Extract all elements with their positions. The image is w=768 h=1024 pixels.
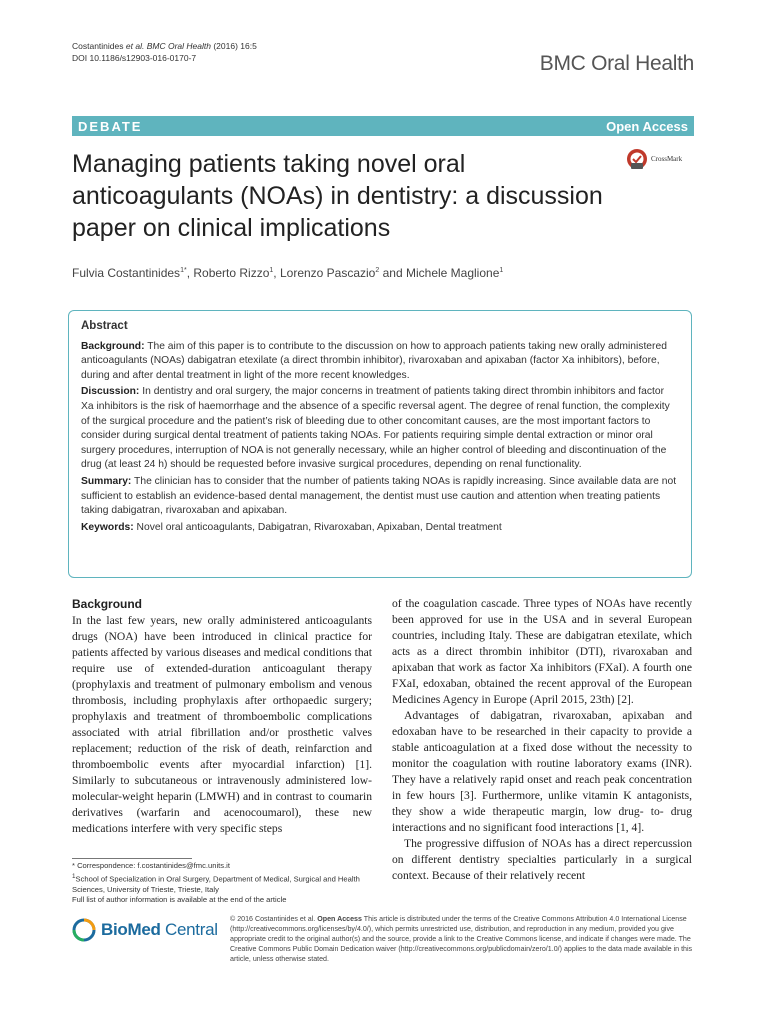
body-paragraph: Advantages of dabigatran, rivaroxaban, apixaban and edoxaban have to be researched in their capacity to provide a stable anticoagulation at a fixed dose without the necessity to monitor the coagulation with routine laboratory exams (INR). They have a relatively rapid onset and reach peak concentration in few hours [3]. Furthermore, unlike vitamin K antagonists, they show a wide therapeutic margin, low drug- to- drug interactions and no significant food interactions [1, 4]. (392, 709, 692, 834)
affiliation-note (72, 872, 372, 896)
abstract-summary (81, 475, 679, 519)
citation-line (72, 40, 257, 52)
footnote-divider (72, 858, 192, 859)
journal-name: BMC Oral Health (539, 52, 694, 75)
affiliation-number: 1 (72, 872, 76, 880)
abstract-discussion (81, 385, 679, 473)
affiliation-text: School of Specialization in Oral Surgery, Department of Medical, Surgical and Health Sciences, University of Trieste, Trieste, Italy (72, 874, 360, 894)
abstract-keywords-label: Keywords: (81, 521, 134, 533)
author-conjunction: and (382, 266, 403, 280)
abstract-discussion-label: Discussion: (81, 386, 140, 398)
abstract-keywords-text: Novel oral anticoagulants, Dabigatran, Rivaroxaban, Apixaban, Dental treatment (136, 521, 502, 533)
crossmark-icon (626, 148, 648, 170)
citation-block (72, 40, 257, 64)
doi[interactable]: DOI 10.1186/s12903-016-0170-7 (72, 53, 197, 63)
author-name[interactable]: Michele Maglione (405, 266, 500, 280)
body-column-right (392, 596, 692, 884)
abstract-background-label: Background: (81, 340, 145, 352)
body-paragraph: In the last few years, new orally administered anticoagulants drugs (NOA) have been introduced in clinical practice for patients affected by various diseases and medical conditions that require use of extended-duration anticoagulant therapy (prophylaxis and treatment of pulmonary embolism and venous thrombosis, including prophylaxis after orthopaedic surgery; prophylaxis and treatment of thromboembolic complications associated with atrial fibrillation and/or prosthetic valves replacement; reduction of the risk of death, reinfarction and thromboembolic events after myocardial infarction) [1]. Similarly to subcutaneous or intravenously administered low-molecular-weight heparin (LMWH) and in contrast to coumarin derivatives (warfarin and acenocoumarol), these new medications interfere with very specific steps (72, 614, 372, 835)
license-text: This article is distributed under the terms of the Creative Commons Attribution 4.0 International License (http://creativecommons.org/licenses/by/4.0/), which permits unrestricted use, distribution, and reproduction in any medium, provided you give appropriate credit to the original author(s) and the source, provide a link to the Creative Commons license, and indicate if changes were made. The Creative Commons Public Domain Dedication waiver (http://creativecommons.org/publicdomain/zero/1.0/) applies to the data made available in this article, unless otherwise stated. (230, 915, 693, 963)
citation-volume: (2016) 16:5 (213, 41, 257, 51)
abstract-summary-label: Summary: (81, 475, 132, 487)
article-title: Managing patients taking novel oral anticoagulants (NOAs) in dentistry: a discussion paper on clinical implications (72, 150, 603, 242)
open-access-bold: Open Access (317, 915, 362, 923)
open-access-label: Open Access (606, 118, 688, 134)
citation-journal: BMC Oral Health (146, 41, 211, 51)
footnotes (72, 861, 372, 906)
crossmark-badge[interactable] (626, 148, 682, 170)
article-type-bar (72, 116, 694, 136)
author-name[interactable]: Lorenzo Pascazio (279, 266, 376, 280)
biomed-central-icon (72, 918, 96, 942)
body-paragraph: of the coagulation cascade. Three types of NOAs have recently been approved for use in the USA and in several European countries, including Italy. These are dabigatran etexilate, which acts as a direct thrombin inhibitor (DTI), rivaroxaban and apixaban that work as factor Xa inhibitors (FXaI). A fourth one FXaI, edoxaban, obtained the recent approval of the European Medicines Agency in Europe (April 2015, 23th) [2]. (392, 597, 692, 706)
central-word: Central (160, 920, 218, 939)
abstract-box (68, 310, 692, 578)
abstract-summary-text: The clinician has to consider that the number of patients taking NOAs is rapidly increasing. Since available data are not sufficient to establish an evidence-based dental management, the dentist must use caution and attention when treating patients taking dabigatran, rivaroxaban and apixaban. (81, 475, 677, 517)
author-list: Fulvia Costantinides$^{1*}$, Roberto Rizzo$^1$, Lorenzo Pascazio$^2$ and Michele Maglione$^1$ (72, 266, 504, 280)
copyright: © 2016 Costantinides et al. (230, 915, 316, 923)
author-affiliation: 2 (375, 267, 380, 274)
author-info-note: Full list of author information is available at the end of the article (72, 895, 287, 905)
biomed-word: BioMed (101, 920, 161, 939)
author-name[interactable]: Fulvia Costantinides (72, 266, 181, 280)
article-type-label: DEBATE (78, 118, 143, 134)
body-paragraph: The progressive diffusion of NOAs has a direct repercussion on different dentistry specialties particularly in a surgical context. Because of their relatively recent (392, 837, 692, 882)
citation-etal: et al. (125, 41, 145, 51)
author-affiliation: 1 (499, 267, 504, 274)
section-heading-background: Background (72, 597, 143, 611)
author-affiliation: 1 (269, 267, 274, 274)
abstract-heading: Abstract (81, 320, 128, 332)
abstract-keywords (81, 521, 679, 536)
abstract-discussion-text: In dentistry and oral surgery, the major concerns in treatment of patients taking direct thrombin inhibitors and factor Xa inhibitors is the risk of haemorrhage and the absence of a specific reversal agent. The degree of renal function, the complexity of the surgical procedure and the patient’s risk of bleeding due to other concomitant causes, are the most important factors to consider during surgical dental treatment of patients taking NOAs. For patients requiring simple dental extraction or minor oral surgery procedures, interruption of NOA is not generally necessary, while an higher control of bleeding and discontinuation of the drug (at least 24 h) should be requested before invasive surgical procedures, depending on renal functionality. (81, 386, 670, 471)
biomed-central-wordmark (101, 920, 218, 940)
abstract-background (81, 340, 679, 384)
author-name[interactable]: Roberto Rizzo (193, 266, 270, 280)
citation-authors: Costantinides (72, 41, 124, 51)
body-column-left (72, 596, 372, 837)
biomed-central-logo (72, 918, 218, 942)
crossmark-label: CrossMark (651, 155, 683, 163)
abstract-background-text: The aim of this paper is to contribute to the discussion on how to approach patients taking new orally administered anticoagulants (NOAs) dabigatran etexilate (a direct thrombin inhibitor), rivaroxaban and apixaban (factor Xa inhibitors), before, during and after dental treatment in light of the more recent knowledges. (81, 340, 667, 381)
correspondence-note[interactable]: * Correspondence: f.costantinides@fmc.units.it (72, 861, 230, 870)
license-statement (230, 914, 694, 964)
author-affiliation: 1* (180, 267, 187, 274)
